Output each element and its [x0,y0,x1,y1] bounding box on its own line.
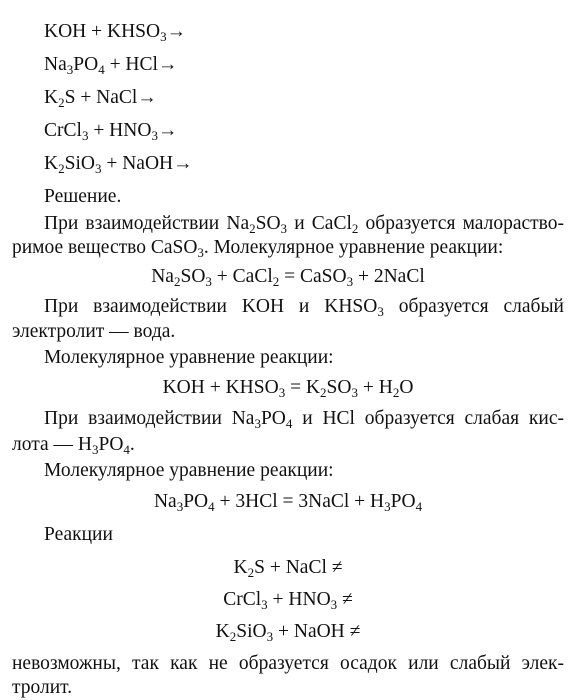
reaction-line: $K_2SiO_3$ + NaOH→ [44,153,193,176]
subscript: 3 [377,304,384,319]
subscript: 2 [320,385,327,400]
subscript: 3 [176,499,184,514]
paragraph-line: При взаимодействии $Na_2SO_3$ и CaCl$_2$ образуется малораство- [44,213,564,236]
equation-2: KOH + $KHSO_3 = K_2SO_3 + H_2O$ [162,377,414,400]
subscript: 2 [229,629,237,644]
subscript: 3 [330,597,338,612]
subscript: 2 [249,221,256,236]
subscript: 2 [272,274,280,289]
subscript: 3 [261,597,268,612]
reaction-line: $Na_3PO_4 + HCl\to$ [44,54,178,77]
paragraph-line: Реакции [44,524,113,545]
subscript: 2 [58,161,65,176]
paragraph-line: Молекулярное уравнение реакции: [44,460,334,481]
subscript: 3 [151,128,158,143]
paragraph-line: При взаимодействии KOH и $KHSO_3$ образуется слабый [44,296,564,319]
subscript: 2 [351,221,359,236]
subscript: 3 [205,274,212,289]
subscript: 4 [415,499,423,514]
subscript: 3 [91,442,99,457]
subscript: 3 [280,221,288,236]
paragraph-line: Молекулярное уравнение реакции: [44,347,334,368]
subscript: 3 [66,62,74,77]
subscript: 3 [160,29,167,44]
solution-label: Решение. [44,186,122,207]
subscript: 2 [247,565,255,580]
subscript: 3 [351,385,358,400]
paragraph-line: При взаимодействии $Na_3PO_4$ и HCl образуется слабая кис- [44,408,564,431]
paragraph-line: электролит — вода. [12,321,176,342]
subscript: 4 [285,416,293,431]
subscript: 3 [384,499,391,514]
subscript: 4 [208,499,215,514]
equation-3: $Na_3PO_4 + 3HCl$ = 3NaCl + $H_3PO_4$ [153,491,423,514]
subscript: 3 [346,274,354,289]
paragraph-line: лота — $H_3PO_4$. [12,434,135,457]
subscript: 2 [173,274,181,289]
reaction-line: CrCl$_3$ + $HNO_3\to$ [44,120,178,143]
subscript: 2 [58,95,65,110]
paragraph-line: тролит. [12,677,73,698]
paragraph-line: невозможны, так как не образуется осадок или слабый элек- [12,653,564,674]
subscript: 3 [197,245,204,260]
subscript: 4 [123,442,130,457]
equation-4: $K_2S$ + NaCl ≠ [233,557,343,580]
paragraph-line: римое вещество CaSO$_3$. Молекулярное уравнение реакции: [12,237,504,260]
subscript: 3 [254,416,261,431]
subscript: 4 [98,62,105,77]
reaction-line: $K_2S$ + NaCl→ [44,87,157,110]
equation-6: $K_2SiO_3$ + NaOH ≠ [215,621,361,644]
subscript: 2 [392,385,400,400]
subscript: 3 [94,161,102,176]
subscript: 3 [81,128,89,143]
equation-5: CrCl$_3$ + $HNO_3$ ≠ [223,589,353,612]
subscript: 3 [266,629,274,644]
equation-1: $Na_2SO_3$ + CaCl$_2$ = CaSO$_3$ + 2NaCl [151,266,425,289]
subscript: 3 [278,385,286,400]
reaction-line: KOH + $KHSO_3\to$ [44,21,187,44]
